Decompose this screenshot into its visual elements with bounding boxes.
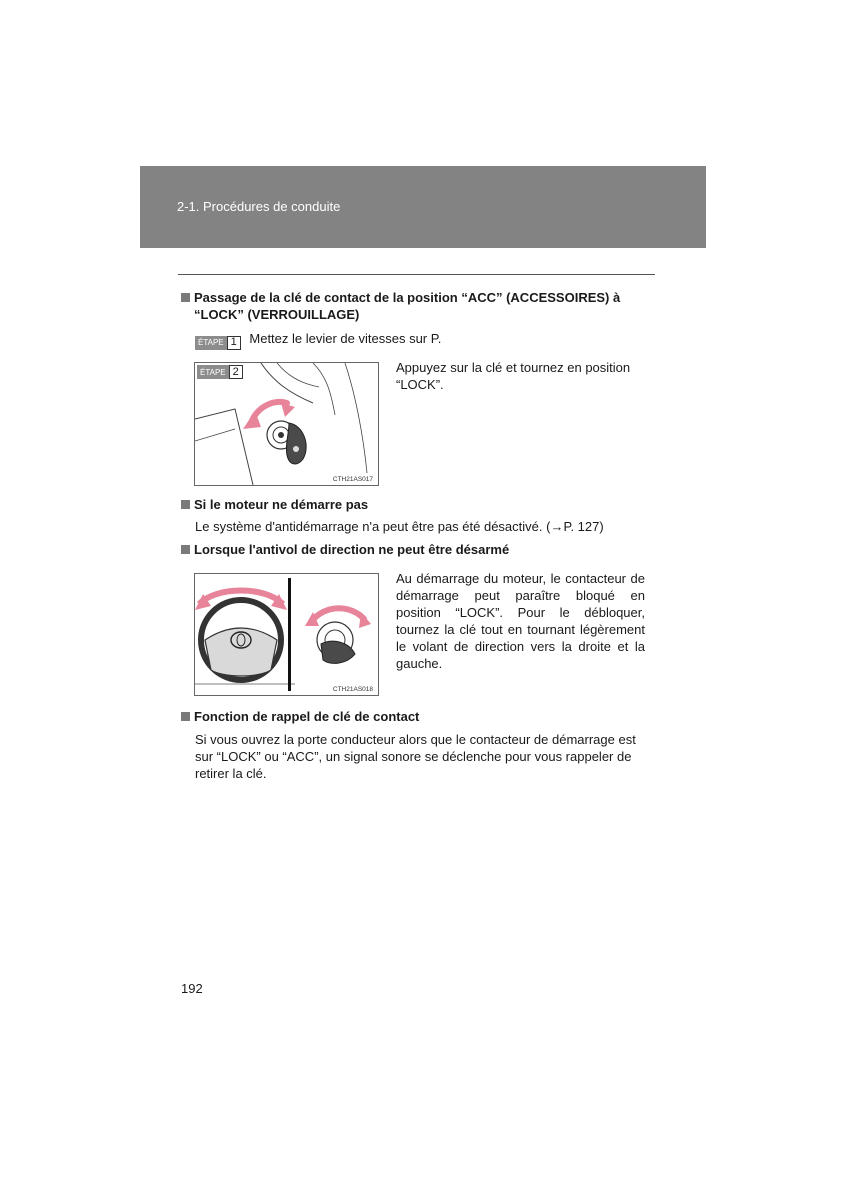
header-divider xyxy=(178,274,655,275)
key-ignition-drawing xyxy=(195,363,378,485)
square-bullet-icon xyxy=(181,293,190,302)
steering-lock-text: Au démarrage du moteur, le contacteur de démarrage peut paraître bloqué en position “LOCK”. Pour le débloquer, tournez la clé tout en tournant légèrement le volant de direction vers la droite et la gauche. xyxy=(396,571,645,671)
step-1 xyxy=(195,330,441,350)
steering-wheel-illustration xyxy=(194,573,379,696)
heading-text: Fonction de rappel de clé de contact xyxy=(194,709,420,724)
heading-text: Si le moteur ne démarre pas xyxy=(194,497,369,512)
step-word: ÉTAPE xyxy=(195,336,227,350)
page-number: 192 xyxy=(181,981,203,996)
figure-code: CTH21AS017 xyxy=(332,476,373,483)
chapter-header-band xyxy=(140,166,706,248)
key-reminder-text: Si vous ouvrez la porte conducteur alors que le contacteur de démarrage est sur “LOCK” ou “ACC”, un signal sonore se déclenche pour vous rappeler de retirer la clé. xyxy=(195,732,636,781)
step-word: ÉTAPE xyxy=(197,365,229,379)
square-bullet-icon xyxy=(181,712,190,721)
heading-text: Lorsque l'antivol de direction ne peut être désarmé xyxy=(194,542,510,557)
square-bullet-icon xyxy=(181,545,190,554)
heading-line-1: Passage de la clé de contact de la position “ACC” (ACCESSOIRES) à xyxy=(194,290,621,305)
figure-code: CTH21AS018 xyxy=(332,686,373,693)
step-number: 1 xyxy=(227,336,241,350)
section-heading-steering-lock xyxy=(181,541,651,558)
step-number: 2 xyxy=(229,365,243,379)
step-2-text: Appuyez sur la clé et tournez en position “LOCK”. xyxy=(396,360,631,392)
section-heading-acc-to-lock xyxy=(181,289,651,323)
steering-key-drawing xyxy=(195,574,378,695)
heading-line-2: “LOCK” (VERROUILLAGE) xyxy=(194,307,360,322)
square-bullet-icon xyxy=(181,500,190,509)
section-heading-key-reminder xyxy=(181,708,651,725)
chapter-title: 2-1. Procédures de conduite xyxy=(177,199,341,214)
section-heading-engine-not-start xyxy=(181,496,651,513)
immobilizer-text: Le système d'antidémarrage n'a peut être pas été désactivé. (→P. 127) xyxy=(195,519,604,534)
step-1-text: Mettez le levier de vitesses sur P. xyxy=(249,331,442,346)
step-badge xyxy=(195,336,241,350)
key-turn-illustration xyxy=(194,362,379,486)
